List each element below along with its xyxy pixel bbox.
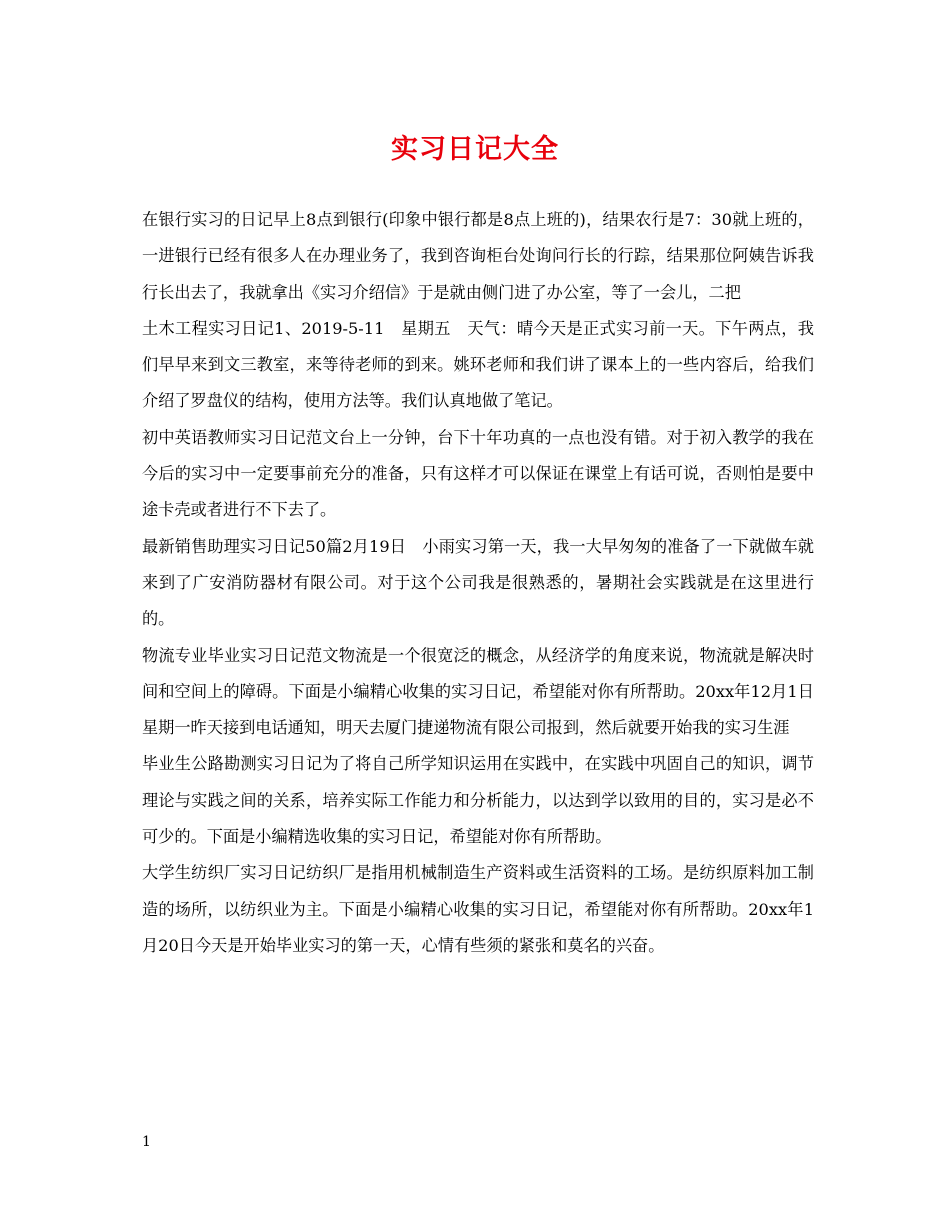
document-body: [142, 202, 831, 964]
paragraph-textile-factory: 大学生纺织厂实习日记纺织厂是指用机械制造生产资料或生活资料的工场。是纺织原料加工制造的场所，以纺织业为主。下面是小编精心收集的实习日记，希望能对你有所帮助。20xx年1月20日今天是开始毕业实习的第一天，心情有些须的紧张和莫名的兴奋。: [142, 863, 814, 955]
paragraph-logistics: 物流专业毕业实习日记范文物流是一个很宽泛的概念，从经济学的角度来说，物流就是解决时间和空间上的障碍。下面是小编精心收集的实习日记，希望能对你有所帮助。20xx年12月1日 星期一昨天接到电话通知，明天去厦门捷递物流有限公司报到，然后就要开始我的实习生涯: [142, 645, 831, 738]
paragraph-bank-internship: 在银行实习的日记早上8点到银行(印象中银行都是8点上班的)，结果农行是7：30就上班的，一进银行已经有很多人在办理业务了，我到咨询柜台处询问行长的行踪，结果那位阿姨告诉我行长出去了，我就拿出《实习介绍信》于是就由侧门进了办公室，等了一会儿，二把: [142, 210, 814, 302]
document-title: 实习日记大全: [391, 134, 559, 165]
paragraph-english-teacher: 初中英语教师实习日记范文台上一分钟，台下十年功真的一点也没有错。对于初入教学的我在今后的实习中一定要事前充分的准备，只有这样才可以保证在课堂上有话可说，否则怕是要中途卡壳或者进行不下去了。: [142, 427, 814, 520]
paragraph-civil-engineering: 土木工程实习日记1、2019-5-11 星期五 天气：晴今天是正式实习前一天。下午两点，我们早早来到文三教室，来等待老师的到来。姚环老师和我们讲了课本上的一些内容后，给我们介绍了罗盘仪的结构，使用方法等。我们认真地做了笔记。: [142, 318, 814, 411]
paragraph-road-survey: 毕业生公路勘测实习日记为了将自己所学知识运用在实践中，在实践中巩固自己的知识，调节理论与实践之间的关系，培养实际工作能力和分析能力，以达到学以致用的目的，实习是必不可少的。下面是小编精选收集的实习日记，希望能对你有所帮助。: [142, 754, 814, 847]
page-number: 1: [142, 1134, 151, 1150]
paragraph-sales-assistant: 最新销售助理实习日记50篇2月19日 小雨实习第一天，我一大早匆匆的准备了一下就做车就来到了广安消防器材有限公司。对于这个公司我是很熟悉的，暑期社会实践就是在这里进行的。: [142, 536, 814, 629]
